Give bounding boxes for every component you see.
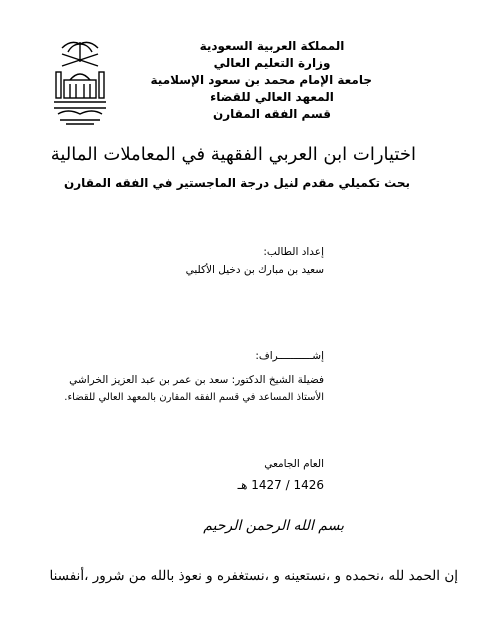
institution-header <box>150 38 372 123</box>
thesis-subtitle: بحث تكميلي مقدم لنيل درجة الماجستير في الفقه المقارن <box>64 176 410 190</box>
institute-name: المعهد العالي للقضاء <box>210 90 334 104</box>
university-logo <box>48 36 112 128</box>
student-label: إعداد الطالب: <box>263 246 324 258</box>
kingdom-name: المملكة العربية السعودية <box>199 39 345 53</box>
bismillah: بسم الله الرحمن الرحيم <box>203 518 344 534</box>
ministry-name: وزارة التعليم العالي <box>213 56 331 70</box>
thesis-title: اختيارات ابن العربي الفقهية في المعاملات المالية <box>50 144 416 165</box>
supervisor-name: فضيلة الشيخ الدكتور: سعد بن عمر بن عبد العزيز الخراشي <box>69 374 324 386</box>
university-name: جامعة الإمام محمد بن سعود الإسلامية <box>150 73 372 87</box>
academic-year-value: 1426 / 1427 هـ <box>237 478 324 492</box>
student-name: سعيد بن مبارك بن دخيل الأكلبي <box>185 264 324 276</box>
supervisor-position: الأستاذ المساعد في قسم الفقه المقارن بالمعهد العالي للقضاء. <box>64 392 324 403</box>
supervisor-label: إشـــــــــــراف: <box>255 350 324 362</box>
department-name: قسم الفقه المقارن <box>213 107 331 121</box>
academic-year-label: العام الجامعي <box>264 458 324 470</box>
opening-line: إن الحمد لله ،نحمده و ،نستعينه و ،نستغفره و نعوذ بالله من شرور ،أنفسنا <box>49 568 458 584</box>
